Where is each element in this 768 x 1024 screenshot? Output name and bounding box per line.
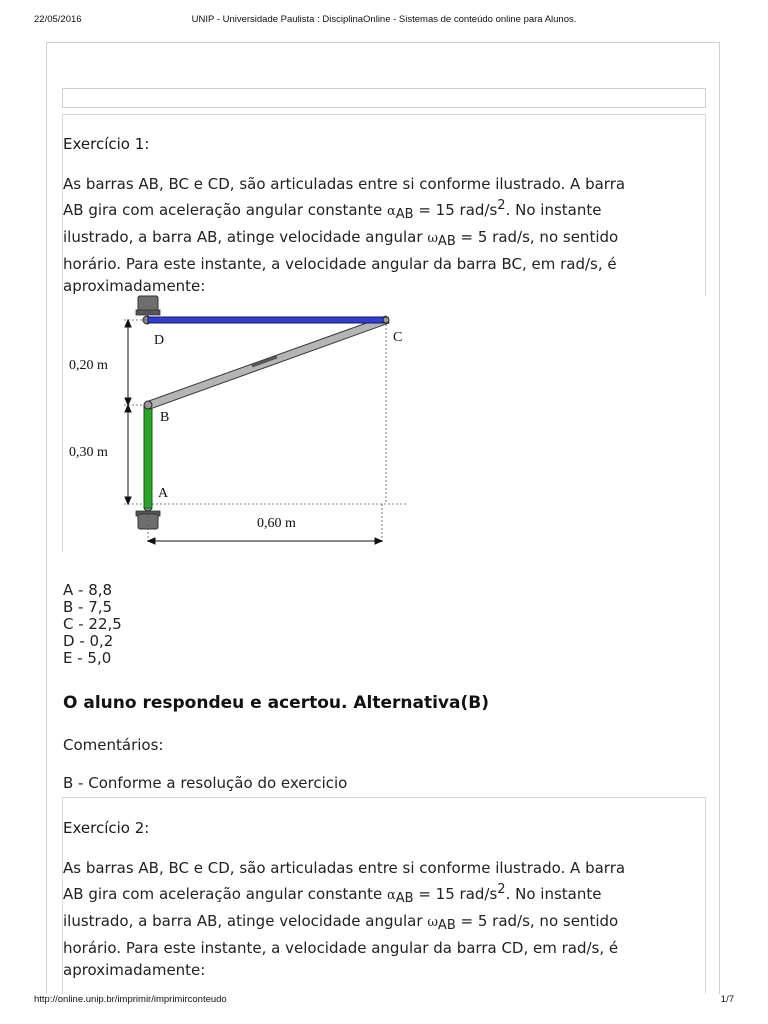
label-b: B [160,410,170,425]
exercise-1-title: Exercício 1: [63,135,150,153]
text-fragment: = 5 rad/s, no sentido [455,912,619,930]
guide-lines [124,320,407,542]
comments-label: Comentários: [63,736,164,754]
subscript-ab: AB [395,891,414,906]
superscript-2: 2 [497,198,506,213]
page-counter: 1/7 [720,994,734,1005]
mechanism-figure [62,290,422,552]
comments-text: B - Conforme a resolução do exercicio [63,774,348,792]
text-fragment: . No instante [505,201,602,219]
option-e: E - 5,0 [63,649,112,667]
bar-ab [144,406,152,508]
print-date: 22/05/2016 [34,14,82,25]
bar-bc [146,316,389,409]
alpha-symbol: α [386,888,396,903]
text-fragment: AB gira com aceleração angular constante [63,885,387,903]
exercise-1-statement [63,173,703,297]
bar-cd [148,317,388,323]
label-d: D [154,333,165,348]
subscript-ab: AB [437,918,456,933]
omega-symbol: ω [427,231,438,246]
statement-line [63,910,703,937]
statement-line [63,195,703,226]
text-fragment: ilustrado, a barra AB, atinge velocidade angular [63,912,428,930]
statement-line [63,226,703,253]
print-header [0,14,768,28]
text-fragment: ilustrado, a barra AB, atinge velocidade angular [63,228,428,246]
statement-line: horário. Para este instante, a velocidade angular da barra CD, em rad/s, é [63,939,619,957]
subscript-ab: AB [395,207,414,222]
label-c: C [393,330,403,345]
print-url: http://online.unip.br/imprimir/imprimirconteudo [34,994,227,1005]
subscript-ab: AB [437,234,456,249]
statement-line: As barras AB, BC e CD, são articuladas entre si conforme ilustrado. A barra [63,859,626,877]
answer-options [63,582,122,667]
dim-label-060: 0,60 m [257,516,296,531]
joint-c [383,317,389,323]
dim-label-030: 0,30 m [69,445,108,460]
dimension-arrows [125,320,382,544]
statement-line: As barras AB, BC e CD, são articuladas entre si conforme ilustrado. A barra [63,175,626,193]
print-title: UNIP - Universidade Paulista : DisciplinaOnline - Sistemas de conteúdo online para Alunos. [191,14,577,25]
option-a: A - 8,8 [63,581,113,599]
dim-label-020: 0,20 m [69,358,108,373]
omega-symbol: ω [427,915,438,930]
statement-line: horário. Para este instante, a velocidade angular da barra BC, em rad/s, é [63,255,617,273]
superscript-2: 2 [497,882,506,897]
empty-box [62,88,706,108]
statement-line: aproximadamente: [63,277,206,295]
exercise-2-statement [63,857,703,981]
text-fragment: . No instante [505,885,602,903]
option-b: B - 7,5 [63,598,113,616]
alpha-symbol: α [386,204,396,219]
print-footer [0,994,768,1008]
text-fragment: = 15 rad/s [413,885,498,903]
exercise-2-title: Exercício 2: [63,819,150,837]
text-fragment: = 5 rad/s, no sentido [455,228,619,246]
statement-line: aproximadamente: [63,961,206,979]
text-fragment: AB gira com aceleração angular constante [63,201,387,219]
statement-line [63,879,703,910]
text-fragment: = 15 rad/s [413,201,498,219]
result-text: O aluno respondeu e acertou. Alternativa(B) [63,693,489,713]
option-d: D - 0,2 [63,632,114,650]
label-a: A [158,486,169,501]
option-c: C - 22,5 [63,615,122,633]
